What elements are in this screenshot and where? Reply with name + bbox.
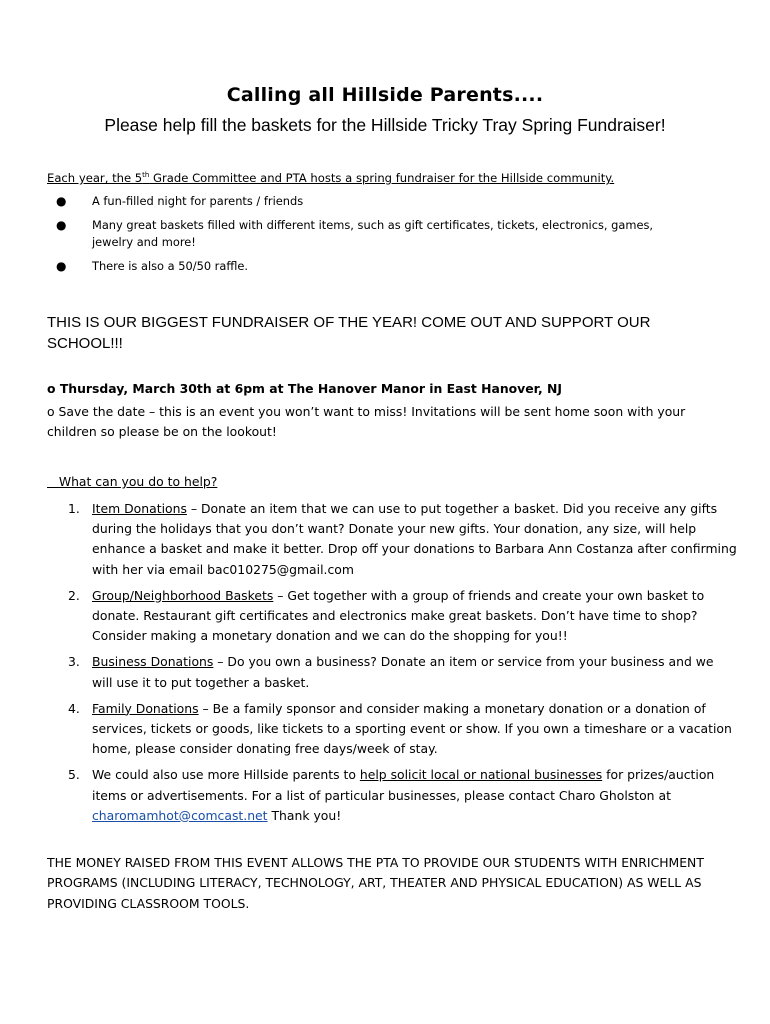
bullet-item [47, 217, 697, 251]
flyer-subtitle: Please help fill the baskets for the Hillside Tricky Tray Spring Fundraiser! [104, 115, 666, 135]
help-item-text: We could also use more Hillside parents to [92, 767, 360, 783]
contact-email-link[interactable]: charomamhot@comcast.net [92, 807, 268, 823]
intro-text-end: Grade Committee and PTA hosts a spring fundraiser for the Hillside community. [149, 171, 615, 185]
bullet-dot-icon: ● [56, 259, 67, 273]
help-item-number: 4. [68, 700, 80, 716]
help-item-number: 1. [68, 501, 80, 516]
bullet-dot-icon: ● [56, 218, 67, 232]
bullet-item [47, 193, 697, 210]
help-item-text: for prizes/auction items or advertisements. For a list of particular businesses, please contact Charo Gholston at [92, 767, 715, 803]
solicit-businesses-phrase: help solicit local or national businesses [359, 767, 603, 783]
help-item-text: – Get together with a group of friends and create your own basket to donate. Restaurant gift certificates and electronics make great baskets. Don’t have time to shop? Consider making a monetary donation and we can do the shopping for you!! [92, 587, 705, 644]
bullet-text: Many great baskets filled with different items, such as gift certificates, tickets, electronics, games, jewelry and more! [92, 218, 654, 249]
help-item-text: – Be a family sponsor and consider making a monetary donation or a donation of services, tickets or goods, like tickets to a sporting event or show. If you own a timeshare or a vacation home, please consider donating free days/week of stay. [92, 700, 732, 757]
help-item-text: – Do you own a business? Donate an item or service from your business and we will use it to put together a basket. [92, 654, 714, 690]
help-item-number: 3. [68, 654, 80, 670]
help-item-label: Family Donations [92, 700, 199, 716]
bullet-text: There is also a 50/50 raffle. [92, 259, 248, 273]
help-item [47, 652, 737, 692]
help-item-text: Thank you! [267, 807, 342, 823]
closing-statement: THE MONEY RAISED FROM THIS EVENT ALLOWS THE PTA TO PROVIDE OUR STUDENTS WITH ENRICHMENT PROGRAMS (INCLUDING LITERACY, TECHNOLOGY, ART, THEATER AND PHYSICAL EDUCATION) AS WELL AS PROVIDING CLASSROOM TOOLS. [47, 855, 704, 911]
help-item-text: – Donate an item that we can use to put together a basket. Did you receive any gifts during the holidays that you don’t want? Donate your new gifts. Your donation, any size, will help enhance a basket and make it better. Drop off your donations to Barbara Ann Costanza after confirming with her via email bac010275@gmail.com [92, 501, 737, 577]
event-date: o Thursday, March 30th at 6pm at The Hanover Manor in East Hanover, NJ [47, 381, 562, 396]
help-item-label: Group/Neighborhood Baskets [92, 587, 274, 603]
help-list [47, 499, 737, 832]
flyer-title: Calling all Hillside Parents.... [226, 84, 544, 106]
help-item [47, 699, 737, 760]
bullet-text: A fun-filled night for parents / friends [92, 194, 304, 208]
help-heading: What can you do to help? [47, 474, 218, 489]
help-item [47, 586, 737, 647]
help-item-number: 2. [68, 587, 80, 603]
intro-superscript: th [142, 171, 150, 180]
help-item-label: Item Donations [92, 501, 187, 516]
announcement: THIS IS OUR BIGGEST FUNDRAISER OF THE YEAR! COME OUT AND SUPPORT OUR SCHOOL!!! [47, 314, 651, 352]
intro-text-start: Each year, the 5 [47, 171, 143, 185]
help-item-number: 5. [68, 767, 80, 783]
bullet-item [47, 258, 697, 275]
feature-bullet-list [47, 193, 697, 282]
intro-line [47, 171, 614, 185]
bullet-dot-icon: ● [56, 194, 67, 208]
save-the-date: o Save the date – this is an event you won’t want to miss! Invitations will be sent home soon with your children so please be on the lookout! [47, 404, 686, 439]
help-item [47, 765, 737, 826]
help-item-label: Business Donations [92, 654, 214, 670]
help-item [47, 499, 737, 580]
